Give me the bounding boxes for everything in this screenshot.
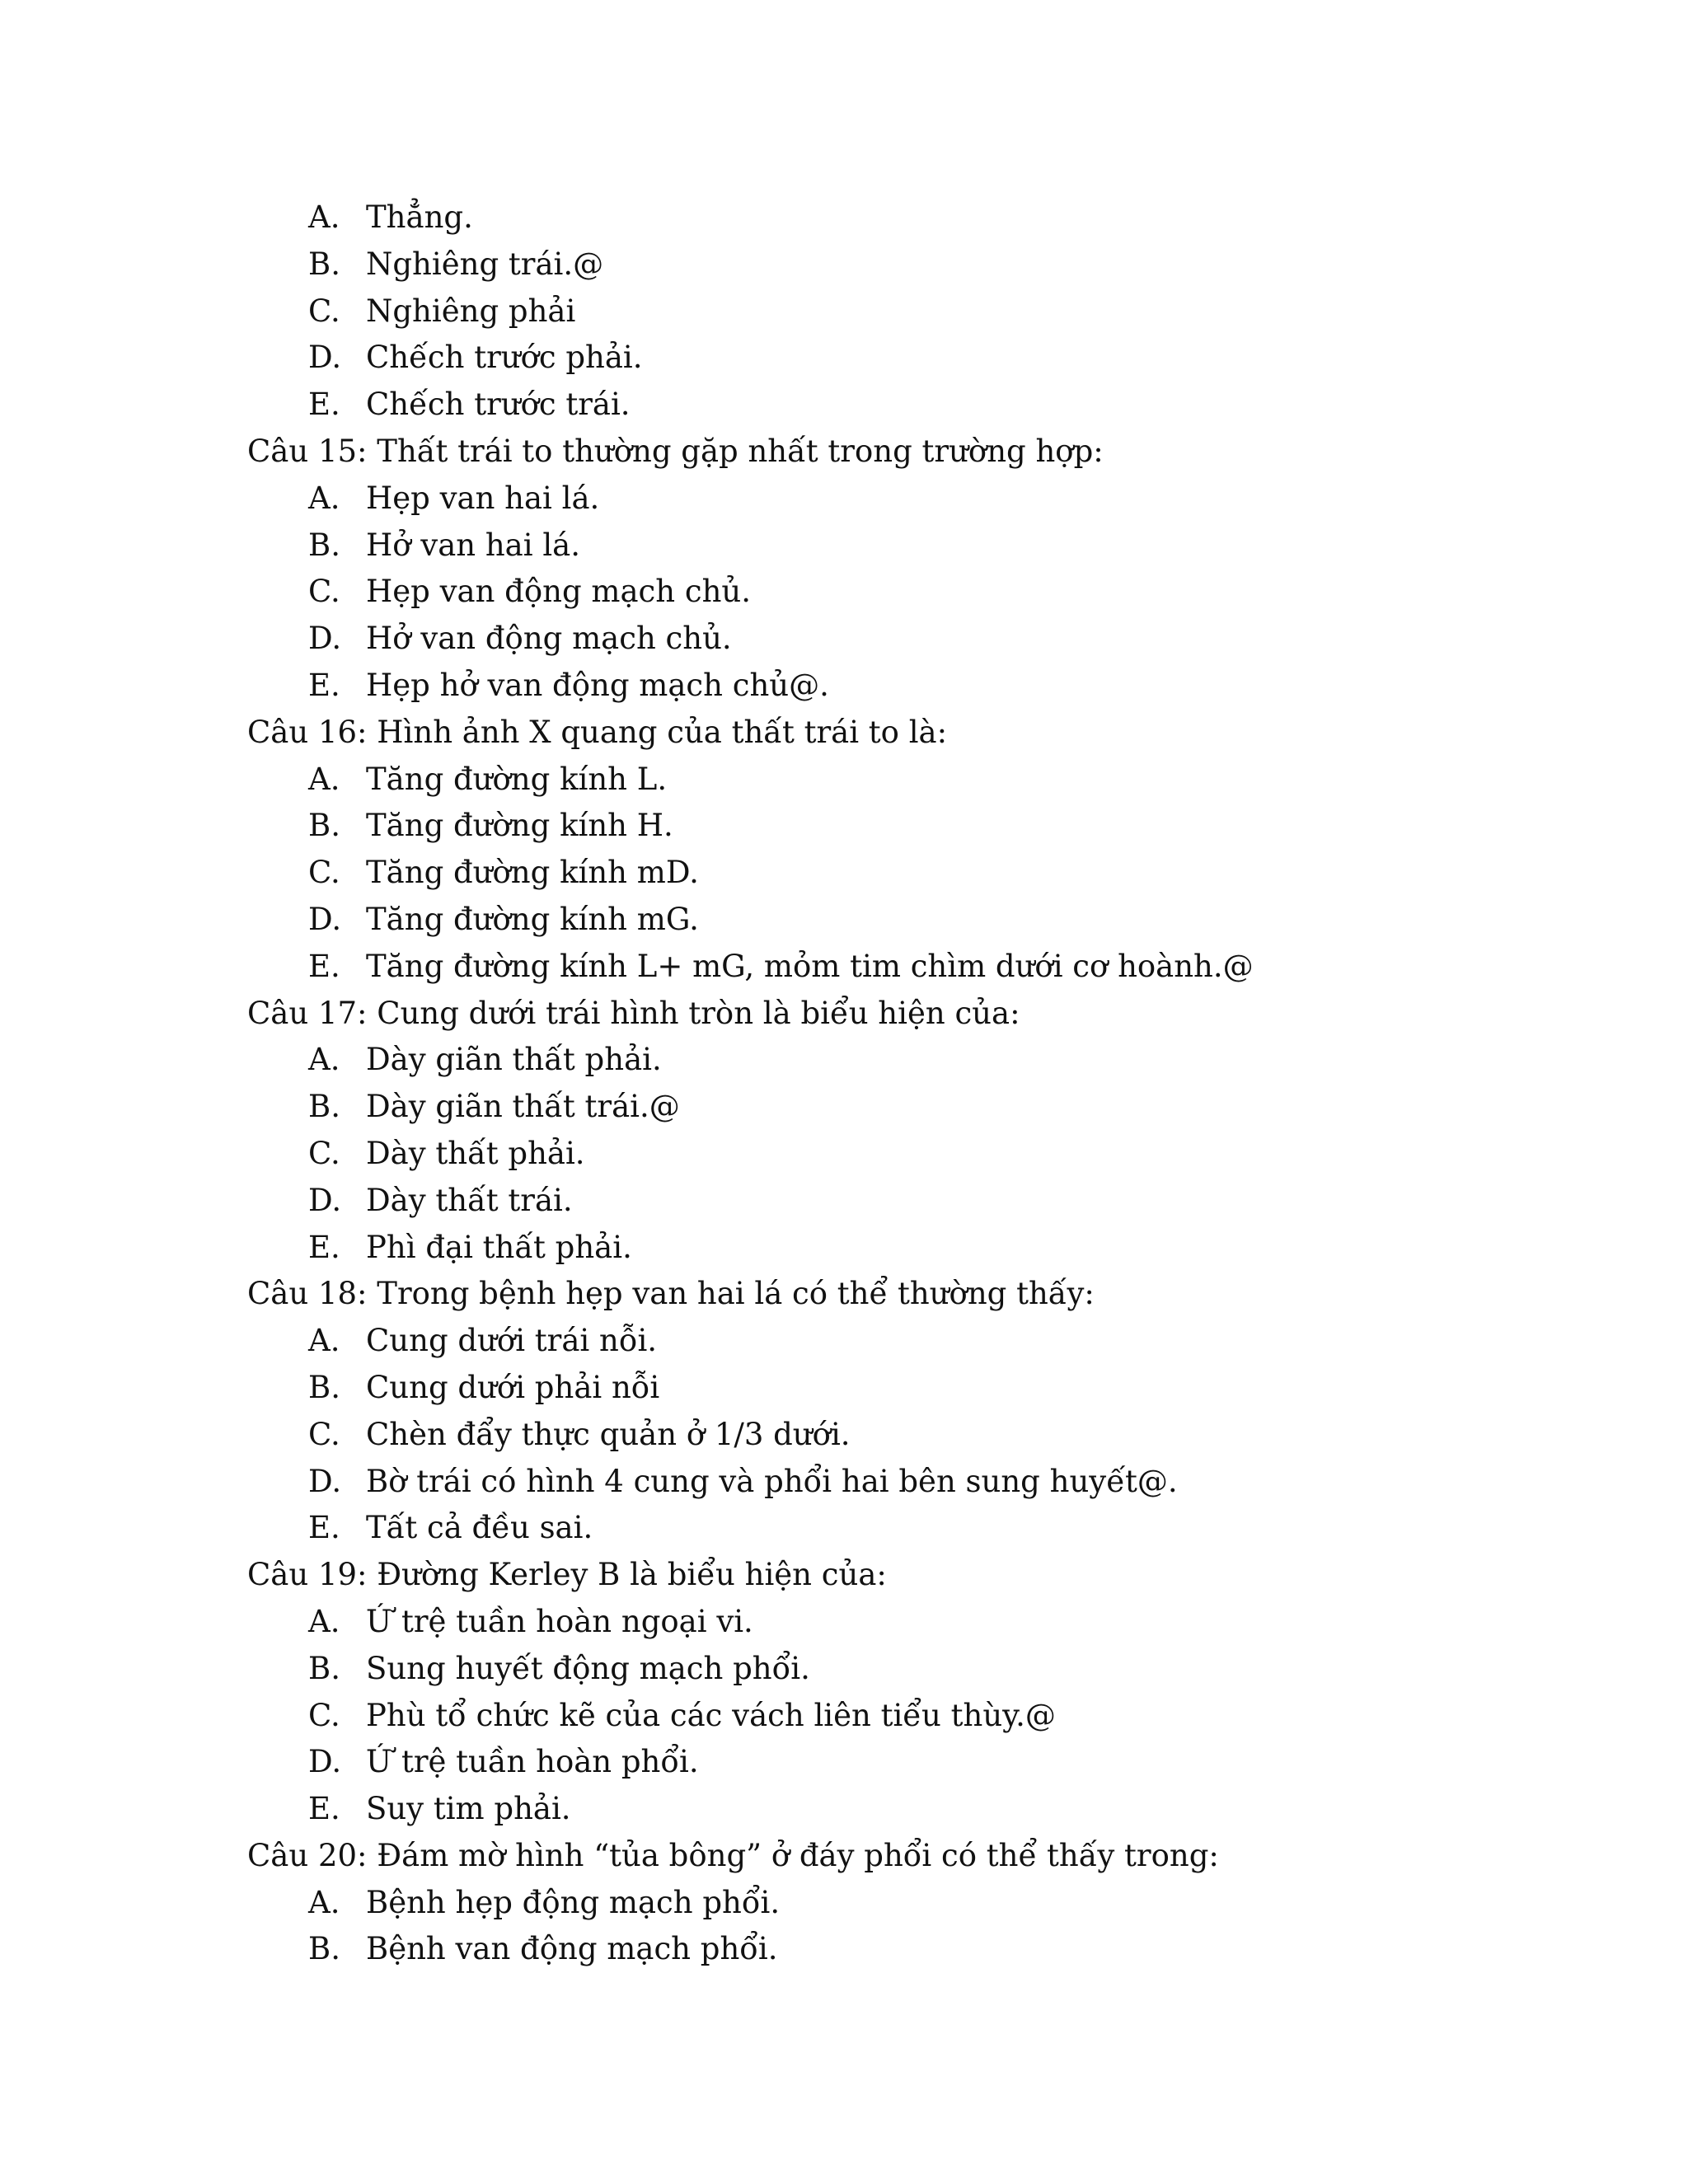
option-text: Bệnh van động mạch phổi.: [366, 1931, 778, 1967]
option-item: [247, 569, 1648, 616]
option-letter: A.: [308, 1603, 340, 1639]
option-text: Hẹp van hai lá.: [366, 480, 600, 516]
option-item: [247, 1786, 1648, 1833]
option-item: [247, 476, 1648, 523]
option-letter: A.: [308, 1042, 340, 1078]
option-letter: C.: [308, 574, 340, 610]
option-letter: B.: [308, 1931, 340, 1967]
option-item: [247, 850, 1648, 897]
option-text: Dày thất phải.: [366, 1135, 585, 1171]
question-title: Câu 18: Trong bệnh hẹp van hai lá có thể thường thấy:: [247, 1276, 1095, 1312]
option-item: [247, 897, 1648, 944]
option-item: [247, 1412, 1648, 1459]
option-item: [247, 1318, 1648, 1365]
question-title: Câu 16: Hình ảnh X quang của thất trái to là:: [247, 714, 948, 750]
option-item: [247, 944, 1648, 991]
option-letter: B.: [308, 1650, 340, 1686]
option-text: Tăng đường kính mD.: [366, 855, 699, 891]
option-item: [247, 1505, 1648, 1552]
option-item: [247, 1646, 1648, 1693]
option-text: Hở van hai lá.: [366, 527, 580, 563]
option-letter: A.: [308, 1884, 340, 1920]
option-letter: A.: [308, 199, 340, 235]
option-text: Bệnh hẹp động mạch phổi.: [366, 1884, 781, 1920]
option-item: [247, 1693, 1648, 1740]
option-letter: E.: [308, 1229, 340, 1265]
option-letter: A.: [308, 1323, 340, 1359]
option-text: Ứ trệ tuần hoàn phổi.: [366, 1744, 699, 1780]
option-text: Thẳng.: [366, 199, 473, 235]
option-text: Cung dưới trái nỗi.: [366, 1323, 658, 1359]
option-text: Phì đại thất phải.: [366, 1229, 632, 1265]
question-title: Câu 17: Cung dưới trái hình tròn là biểu hiện của:: [247, 995, 1020, 1031]
option-item: [247, 1037, 1648, 1084]
option-letter: C.: [308, 1697, 340, 1733]
option-item: [247, 1131, 1648, 1178]
option-text: Dày giãn thất phải.: [366, 1042, 662, 1078]
option-item: [247, 241, 1648, 288]
option-text: Tăng đường kính L+ mG, mỏm tim chìm dưới cơ hoành.@: [366, 948, 1254, 984]
option-text: Bờ trái có hình 4 cung và phổi hai bên sung huyết@.: [366, 1463, 1178, 1499]
option-letter: D.: [308, 1463, 342, 1499]
option-item: [247, 616, 1648, 663]
option-item: [247, 194, 1648, 241]
option-letter: D.: [308, 340, 342, 376]
option-text: Tăng đường kính mG.: [366, 901, 699, 937]
question-title: Câu 20: Đám mờ hình “tủa bông” ở đáy phổi có thể thấy trong:: [247, 1837, 1219, 1873]
option-item: [247, 1365, 1648, 1412]
question-title: Câu 19: Đường Kerley B là biểu hiện của:: [247, 1557, 887, 1593]
option-letter: B.: [308, 1089, 340, 1125]
option-text: Ứ trệ tuần hoàn ngoại vi.: [366, 1603, 753, 1639]
option-item: [247, 1178, 1648, 1225]
option-text: Tăng đường kính H.: [366, 808, 673, 844]
option-text: Hẹp hở van động mạch chủ@.: [366, 667, 829, 703]
option-item: [247, 1599, 1648, 1646]
option-item: [247, 1225, 1648, 1272]
option-text: Nghiêng phải: [366, 293, 576, 329]
option-letter: D.: [308, 1744, 342, 1780]
option-letter: C.: [308, 1416, 340, 1452]
option-letter: E.: [308, 387, 340, 423]
question-title: Câu 15: Thất trái to thường gặp nhất trong trường hợp:: [247, 433, 1104, 469]
option-item: [247, 288, 1648, 335]
option-text: Tất cả đều sai.: [366, 1510, 593, 1546]
option-letter: E.: [308, 948, 340, 984]
option-letter: B.: [308, 1369, 340, 1405]
option-letter: E.: [308, 1510, 340, 1546]
option-letter: C.: [308, 1135, 340, 1171]
option-item: [247, 382, 1648, 429]
question-list: [247, 194, 1648, 1973]
option-letter: B.: [308, 246, 340, 282]
option-text: Hẹp van động mạch chủ.: [366, 574, 751, 610]
option-text: Suy tim phải.: [366, 1791, 571, 1827]
option-item: [247, 1459, 1648, 1506]
option-letter: A.: [308, 480, 340, 516]
option-text: Dày giãn thất trái.@: [366, 1089, 680, 1125]
option-letter: B.: [308, 808, 340, 844]
option-letter: C.: [308, 855, 340, 891]
option-item: [247, 335, 1648, 382]
option-letter: D.: [308, 901, 342, 937]
option-letter: E.: [308, 667, 340, 703]
option-item: [247, 803, 1648, 850]
option-letter: B.: [308, 527, 340, 563]
option-text: Chếch trước phải.: [366, 340, 643, 376]
option-text: Chếch trước trái.: [366, 387, 631, 423]
option-text: Hở van động mạch chủ.: [366, 621, 732, 657]
option-letter: E.: [308, 1791, 340, 1827]
option-text: Sung huyết động mạch phổi.: [366, 1650, 810, 1686]
option-letter: D.: [308, 1182, 342, 1218]
option-text: Cung dưới phải nỗi: [366, 1369, 660, 1405]
option-letter: C.: [308, 293, 340, 329]
option-text: Dày thất trái.: [366, 1182, 573, 1218]
option-item: [247, 523, 1648, 569]
option-text: Nghiêng trái.@: [366, 246, 604, 282]
option-text: Phù tổ chức kẽ của các vách liên tiểu thùy.@: [366, 1697, 1056, 1733]
option-text: Tăng đường kính L.: [366, 761, 668, 797]
option-item: [247, 663, 1648, 710]
option-item: [247, 1926, 1648, 1973]
option-letter: A.: [308, 761, 340, 797]
option-letter: D.: [308, 621, 342, 657]
option-item: [247, 1084, 1648, 1131]
option-item: [247, 1880, 1648, 1927]
option-item: [247, 1739, 1648, 1786]
option-item: [247, 757, 1648, 804]
option-text: Chèn đẩy thực quản ở 1/3 dưới.: [366, 1416, 851, 1452]
